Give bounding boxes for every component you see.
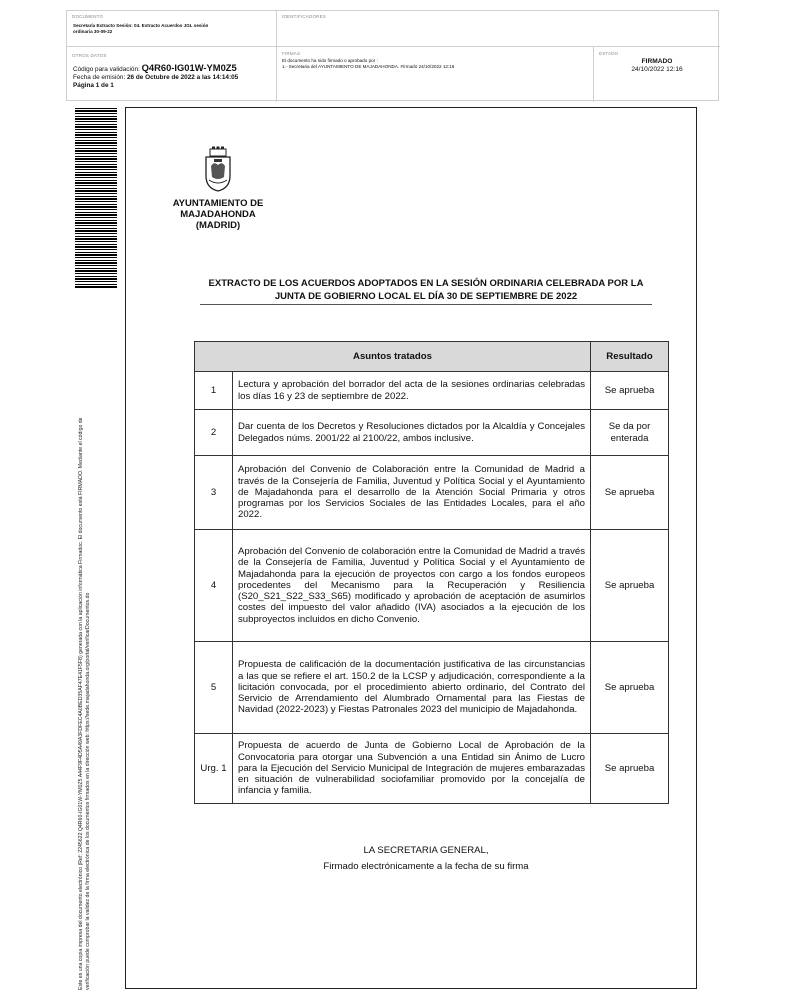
firmas-entry: 1.- Secretaria del AYUNTAMIENTO DE MAJADAHONDA. Firmado 24/10/2022 12:16: [282, 64, 455, 69]
documento-label: DOCUMENTO: [72, 14, 104, 19]
org-line-2: MAJADAHONDA: [180, 209, 256, 220]
side-text-line-2: verificación puede comprobar la validez de la firma electrónica de los documentos firmados en la dirección web: https://sede.majadahonda.org/portal/verificarDocumentos.do: [85, 592, 91, 990]
row-number: 1: [195, 372, 233, 410]
org-line-1: AYUNTAMIENTO DE: [172, 198, 264, 209]
table-row: [195, 734, 669, 804]
row-subject: Propuesta de acuerdo de Junta de Gobierno Local de Aprobación de la Convocatoria para otorgar una Subvención a una Entidad sin Ánimo de Lucro para la Ejecución del Servicio Municipal de Integración de mujeres embarazadas en situación de vulnerabilidad sociofamiliar promovido por la concejalía de infancia y familia.: [233, 734, 591, 804]
emission-date-line: [73, 74, 238, 81]
identificadores-label: IDENTIFICADORES: [282, 14, 327, 19]
status-badge: FIRMADO: [641, 58, 673, 65]
row-result: Se aprueba: [591, 642, 669, 734]
row-number: Urg. 1: [195, 734, 233, 804]
identificadores-cell: [277, 11, 720, 47]
side-verification-text: [78, 290, 92, 990]
col-result-header: Resultado: [591, 342, 669, 372]
table-row: [195, 530, 669, 642]
status-date: 24/10/2022 12:16: [631, 66, 683, 73]
row-subject: Aprobación del Convenio de Colaboración entre la Comunidad de Madrid a través de la Consejería de Familia, Juventud y Política Social y el Ayuntamiento de Majadahonda para el desarrollo de la Atención Social Primaria y otros programas por los Servicios Sociales de las Entidades Locales, para el año 2022.: [233, 456, 591, 530]
row-result: Se aprueba: [591, 456, 669, 530]
row-subject: Dar cuenta de los Decretos y Resoluciones dictados por la Alcaldía y Concejales Delegados núms. 2001/22 al 2100/22, ambos inclusive.: [233, 410, 591, 456]
title-line-2: JUNTA DE GOBIERNO LOCAL EL DÍA 30 DE SEPTIEMBRE DE 2022: [274, 291, 578, 302]
table-row: [195, 410, 669, 456]
row-number: 5: [195, 642, 233, 734]
row-result: Se aprueba: [591, 372, 669, 410]
row-subject: Aprobación del Convenio de colaboración entre la Comunidad de Madrid a través de la Consejería de Familia, Juventud y Política Social y el Ayuntamiento de Majadahonda para la ejecución de proyectos con cargo a los fondos europeos procedentes del Mecanismo para la Recuperación y Resiliencia (S20_S21_S22_S33_S65) modificado y aprobación de aceptación de asumirlos costes del impuesto del valor añadido (IVA) asociados a la ejecución de los subproyectos incluidos en dicho Convenio.: [233, 530, 591, 642]
org-line-3: (MADRID): [195, 220, 241, 231]
documento-value: Secretaría Extracto Sesión: 04. Extracto Acuerdos JGL sesión ordinaria 30-09-22: [73, 23, 209, 34]
validation-code-line: [73, 62, 237, 73]
otros-datos-label: OTROS DATOS: [72, 53, 107, 58]
page-title: [196, 277, 656, 303]
firmas-cell: [277, 47, 594, 102]
emission-date: 26 de Octubre de 2022 a las 14:14:05: [127, 74, 239, 81]
codigo-label: Código para validación:: [73, 66, 140, 73]
side-text-line-1: Este es una copia impresa del documento electrónico (Ref: 2245622 Q4R60-IG01W-YM0Z5 A44F9F4D5A49A3FDFEC4A0BED35AF47E41F5F8) generada con la aplicación informática Firmadoc. El documento está FIRMADO. Mediante el código de: [78, 417, 84, 990]
title-divider: [200, 304, 652, 305]
estado-cell: [594, 47, 720, 102]
firmas-label: FIRMAS: [282, 51, 301, 56]
document-header: [66, 10, 719, 101]
barcode: [75, 108, 117, 288]
signature-note: Firmado electrónicamente a la fecha de su firma: [323, 861, 529, 872]
documento-cell: [67, 11, 277, 47]
otros-datos-cell: [67, 47, 277, 102]
row-result: Se aprueba: [591, 530, 669, 642]
table-header-row: [195, 342, 669, 372]
row-result: Se da por enterada: [591, 410, 669, 456]
row-result: Se aprueba: [591, 734, 669, 804]
fecha-label: Fecha de emisión:: [73, 74, 126, 81]
row-number: 4: [195, 530, 233, 642]
row-subject: Propuesta de calificación de la documentación justificativa de las circunstancias a las que se refiere el art. 150.2 de la LCSP y adjudicación, correspondiente a la licitación convocada, por el procedimiento abierto ordinario, del Contrato del Servicio de Arrendamiento del Alumbrado Ornamental para las Fiestas de Navidad (2022-2023) y Fiestas Patronales 2023 del municipio de Majadahonda.: [233, 642, 591, 734]
firmas-text: El documento ha sido firmado o aprobado por :: [282, 58, 378, 63]
signature-title: LA SECRETARIA GENERAL,: [363, 845, 489, 856]
agreements-table: [194, 341, 669, 804]
row-number: 2: [195, 410, 233, 456]
estado-label: ESTADO: [599, 51, 619, 56]
row-subject: Lectura y aprobación del borrador del acta de la sesiones ordinarias celebradas los días 16 y 23 de septiembre de 2022.: [233, 372, 591, 410]
page-count: Página 1 de 1: [73, 82, 114, 89]
organization-name: [156, 198, 280, 231]
col-subject-header: Asuntos tratados: [195, 342, 591, 372]
coat-of-arms-icon: [202, 146, 234, 192]
table-row: [195, 642, 669, 734]
validation-code: Q4R60-IG01W-YM0Z5: [141, 62, 237, 73]
title-line-1: EXTRACTO DE LOS ACUERDOS ADOPTADOS EN LA SESIÓN ORDINARIA CELEBRADA POR LA: [208, 278, 644, 289]
table-row: [195, 372, 669, 410]
row-number: 3: [195, 456, 233, 530]
table-row: [195, 456, 669, 530]
